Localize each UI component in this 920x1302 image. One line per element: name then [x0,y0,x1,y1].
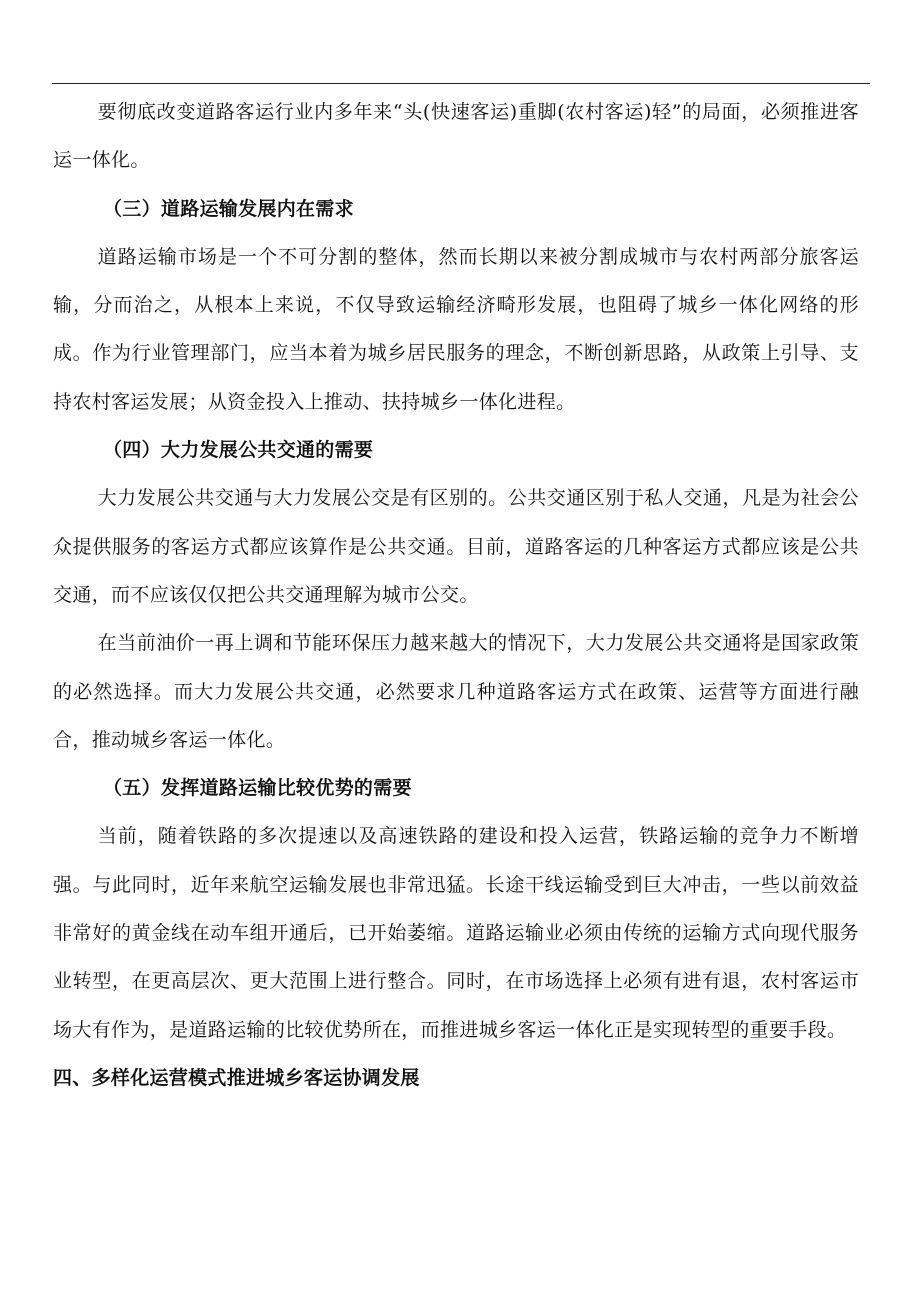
paragraph-market: 道路运输市场是一个不可分割的整体，然而长期以来被分割成城市与农村两部分旅客运输，分而治之，从根本上来说，不仅导致运输经济畸形发展，也阻碍了城乡一体化网络的形成。作为行业管理部门，应当本着为城乡居民服务的理念，不断创新思路，从政策上引导、支持农村客运发展；从资金投入上推动、扶持城乡一体化进程。 [53,245,859,413]
heading-section-4: （四）大力发展公共交通的需要 [103,439,374,462]
heading-chapter-4: 四、多样化运营模式推进城乡客运协调发展 [53,1066,420,1089]
heading-section-3: （三）道路运输发展内在需求 [103,197,354,220]
paragraph-public-transport: 大力发展公共交通与大力发展公交是有区别的。公共交通区别于私人交通，凡是为社会公众提供服务的客运方式都应该算作是公共交通。目前，道路客运的几种客运方式都应该是公共交通，而不应该仅仅把公共交通理解为城市公交。 [53,487,859,606]
document-body [53,88,859,1102]
paragraph-oil-price: 在当前油价一再上调和节能环保压力越来越大的情况下，大力发展公共交通将是国家政策的必然选择。而大力发展公共交通，必然要求几种道路客运方式在政策、运营等方面进行融合，推动城乡客运一体化。 [53,632,859,751]
paragraph-intro: 要彻底改变道路客运行业内多年来“头(快速客运)重脚(农村客运)轻”的局面，必须推进客运一体化。 [53,101,859,172]
header-rule [52,83,870,84]
heading-section-5: （五）发挥道路运输比较优势的需要 [103,777,412,800]
paragraph-advantage: 当前，随着铁路的多次提速以及高速铁路的建设和投入运营，铁路运输的竞争力不断增强。与此同时，近年来航空运输发展也非常迅猛。长途干线运输受到巨大冲击，一些以前效益非常好的黄金线在动车组开通后，已开始萎缩。道路运输业必须由传统的运输方式向现代服务业转型，在更高层次、更大范围上进行整合。同时，在市场选择上必须有进有退，农村客运市场大有作为，是道路运输的比较优势所在，而推进城乡客运一体化正是实现转型的重要手段。 [53,825,859,1041]
